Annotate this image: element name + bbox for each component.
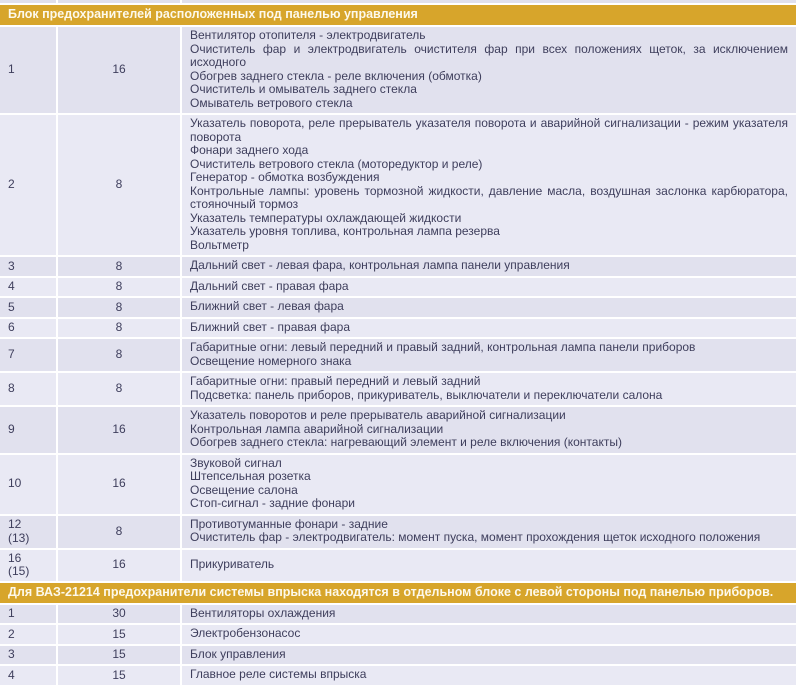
description-cell bbox=[182, 625, 796, 644]
fuse-number-cell bbox=[0, 257, 56, 276]
fuse-number-cell bbox=[0, 646, 56, 665]
description-item: Обогрев заднего стекла: нагревающий элемент и реле включения (контакты) bbox=[190, 435, 622, 449]
fuse-number-line: 7 bbox=[8, 347, 15, 362]
fuse-row bbox=[0, 319, 796, 338]
description-cell bbox=[182, 339, 796, 371]
fuse-number-cell bbox=[0, 550, 56, 581]
fuse-number-line: 1 bbox=[8, 62, 15, 77]
section-header-row bbox=[0, 583, 796, 603]
description-item: Габаритные огни: левый передний и правый задний, контрольная лампа панели приборов bbox=[190, 340, 696, 354]
top-partial-row bbox=[0, 0, 796, 3]
fuse-number-cell bbox=[0, 298, 56, 317]
fuse-number-cell bbox=[0, 278, 56, 297]
description-item: Главное реле системы впрыска bbox=[190, 667, 367, 681]
description-item: Указатель температуры охлаждающей жидкости bbox=[190, 210, 462, 225]
fuse-number-line: 16 bbox=[8, 550, 22, 565]
amperage-cell: 8 bbox=[58, 516, 180, 548]
description-item: Электробензонасос bbox=[190, 626, 301, 640]
fuse-rows-section-1 bbox=[0, 27, 796, 581]
amperage-cell: 15 bbox=[58, 625, 180, 644]
description-item: Указатель поворотов и реле прерыватель аварийной сигнализации bbox=[190, 408, 566, 422]
fuse-row bbox=[0, 666, 796, 685]
amperage-cell: 8 bbox=[58, 339, 180, 371]
fuse-number-line: 9 bbox=[8, 422, 15, 436]
fuse-number-cell bbox=[0, 625, 56, 644]
fuse-row bbox=[0, 278, 796, 297]
fuse-row bbox=[0, 605, 796, 624]
description-item: Генератор - обмотка возбуждения bbox=[190, 170, 380, 184]
fuse-number-line: 10 bbox=[8, 476, 22, 491]
description-item: Омыватель ветрового стекла bbox=[190, 95, 353, 110]
description-item: Указатель уровня топлива, контрольная лампа резерва bbox=[190, 224, 500, 238]
section-header-dashboard-fuse-block: Блок предохранителей расположенных под панелью управления bbox=[0, 5, 796, 25]
fuse-number-line: 2 bbox=[8, 177, 15, 192]
amperage-cell: 8 bbox=[58, 278, 180, 297]
description-cell bbox=[182, 27, 796, 113]
description-cell bbox=[182, 516, 796, 548]
fuse-rows-section-2 bbox=[0, 605, 796, 685]
description-item: Звуковой сигнал bbox=[190, 455, 282, 470]
amperage-cell: 8 bbox=[58, 319, 180, 338]
amperage-cell: 8 bbox=[58, 115, 180, 255]
fuse-number-line: 3 bbox=[8, 258, 15, 273]
fuse-number-cell bbox=[0, 319, 56, 338]
fuse-row bbox=[0, 27, 796, 113]
description-item: Вентиляторы охлаждения bbox=[190, 605, 336, 620]
fuse-row bbox=[0, 339, 796, 371]
fuse-number-line: 8 bbox=[8, 381, 15, 396]
amperage-cell: 16 bbox=[58, 455, 180, 514]
fuse-number-cell bbox=[0, 666, 56, 685]
fuse-number-line: 5 bbox=[8, 299, 15, 314]
fuse-row bbox=[0, 373, 796, 405]
fuse-number-line: 4 bbox=[8, 279, 15, 293]
fuse-row bbox=[0, 646, 796, 665]
amperage-cell: 15 bbox=[58, 646, 180, 665]
top-partial-cell bbox=[0, 0, 56, 3]
description-cell bbox=[182, 278, 796, 297]
amperage-cell: 15 bbox=[58, 666, 180, 685]
description-item: Вольтметр bbox=[190, 237, 249, 252]
description-item: Ближний свет - правая фара bbox=[190, 319, 351, 334]
amperage-cell: 30 bbox=[58, 605, 180, 624]
description-item: Очиститель фар и электродвигатель очистителя фар при всех положениях щеток, за исключением исходного bbox=[190, 41, 788, 69]
description-item: Очиститель фар - электродвигатель: момент пуска, момент прохождения щеток исходного положения bbox=[190, 530, 761, 544]
description-cell bbox=[182, 646, 796, 665]
description-cell bbox=[182, 407, 796, 453]
description-cell bbox=[182, 373, 796, 405]
description-item: Вентилятор отопителя - электродвигатель bbox=[190, 28, 426, 42]
section-header-row bbox=[0, 5, 796, 25]
fuse-row bbox=[0, 455, 796, 514]
top-partial-cell bbox=[182, 0, 796, 3]
description-cell bbox=[182, 115, 796, 255]
top-partial-cell bbox=[58, 0, 180, 3]
fuse-number-cell bbox=[0, 455, 56, 514]
amperage-cell: 8 bbox=[58, 257, 180, 276]
description-item: Дальний свет - правая фара bbox=[190, 278, 349, 293]
description-item: Подсветка: панель приборов, прикуриватель, выключатели и переключатели салона bbox=[190, 387, 663, 402]
fuse-row bbox=[0, 298, 796, 317]
description-item: Блок управления bbox=[190, 646, 286, 661]
description-cell bbox=[182, 455, 796, 514]
fuse-number-cell bbox=[0, 27, 56, 113]
description-item: Штепсельная розетка bbox=[190, 469, 311, 483]
fuse-number-line: 3 bbox=[8, 647, 15, 661]
description-cell bbox=[182, 605, 796, 624]
fuse-number-line: 6 bbox=[8, 320, 15, 334]
fuse-number-cell bbox=[0, 373, 56, 405]
fuse-row bbox=[0, 550, 796, 581]
amperage-cell: 8 bbox=[58, 373, 180, 405]
fuse-number-line: 12 bbox=[8, 517, 22, 531]
description-item: Очиститель ветрового стекла (моторедуктор и реле) bbox=[190, 156, 483, 171]
description-item: Указатель поворота, реле прерыватель указателя поворота и аварийной сигнализации - режим указателя поворота bbox=[190, 116, 788, 144]
amperage-cell: 16 bbox=[58, 27, 180, 113]
fuse-row bbox=[0, 516, 796, 548]
amperage-cell: 8 bbox=[58, 298, 180, 317]
fuse-number-line: 1 bbox=[8, 606, 15, 620]
fuse-row bbox=[0, 257, 796, 276]
fuse-number-cell bbox=[0, 115, 56, 255]
description-item: Прикуриватель bbox=[190, 556, 275, 571]
section-header-vaz-21214-injection-fuses: Для ВАЗ-21214 предохранители системы впрыска находятся в отдельном блоке с левой стороны под панелью приборов. bbox=[0, 583, 796, 603]
amperage-cell: 16 bbox=[58, 407, 180, 453]
description-item: Контрольные лампы: уровень тормозной жидкости, давление масла, воздушная заслонка карбюратора, стояночный тормоз bbox=[190, 183, 788, 211]
description-cell bbox=[182, 550, 796, 581]
description-item: Стоп-сигнал - задние фонари bbox=[190, 496, 355, 510]
description-item: Фонари заднего хода bbox=[190, 143, 309, 157]
description-item: Ближний свет - левая фара bbox=[190, 299, 344, 313]
description-item: Контрольная лампа аварийной сигнализации bbox=[190, 421, 444, 436]
description-cell bbox=[182, 298, 796, 317]
fuse-row bbox=[0, 115, 796, 255]
description-item: Очиститель и омыватель заднего стекла bbox=[190, 82, 417, 96]
fuse-number-cell bbox=[0, 605, 56, 624]
fuse-number-line: 2 bbox=[8, 626, 15, 641]
fuse-number-cell bbox=[0, 516, 56, 548]
description-item: Габаритные огни: правый передний и левый задний bbox=[190, 374, 481, 388]
description-cell bbox=[182, 319, 796, 338]
description-cell bbox=[182, 666, 796, 685]
fuse-number-line: (13) bbox=[8, 530, 30, 545]
fuse-number-line: 4 bbox=[8, 667, 15, 682]
description-cell bbox=[182, 257, 796, 276]
amperage-cell: 16 bbox=[58, 550, 180, 581]
fuse-number-cell bbox=[0, 339, 56, 371]
description-item: Освещение номерного знака bbox=[190, 353, 352, 368]
fuse-row bbox=[0, 407, 796, 453]
description-item: Дальний свет - левая фара, контрольная лампа панели управления bbox=[190, 258, 570, 272]
description-item: Противотуманные фонари - задние bbox=[190, 516, 388, 531]
fuse-number-cell bbox=[0, 407, 56, 453]
fuse-row bbox=[0, 625, 796, 644]
fuse-number-line: (15) bbox=[8, 564, 30, 578]
description-item: Обогрев заднего стекла - реле включения (обмотка) bbox=[190, 68, 482, 83]
description-item: Освещение салона bbox=[190, 482, 298, 497]
